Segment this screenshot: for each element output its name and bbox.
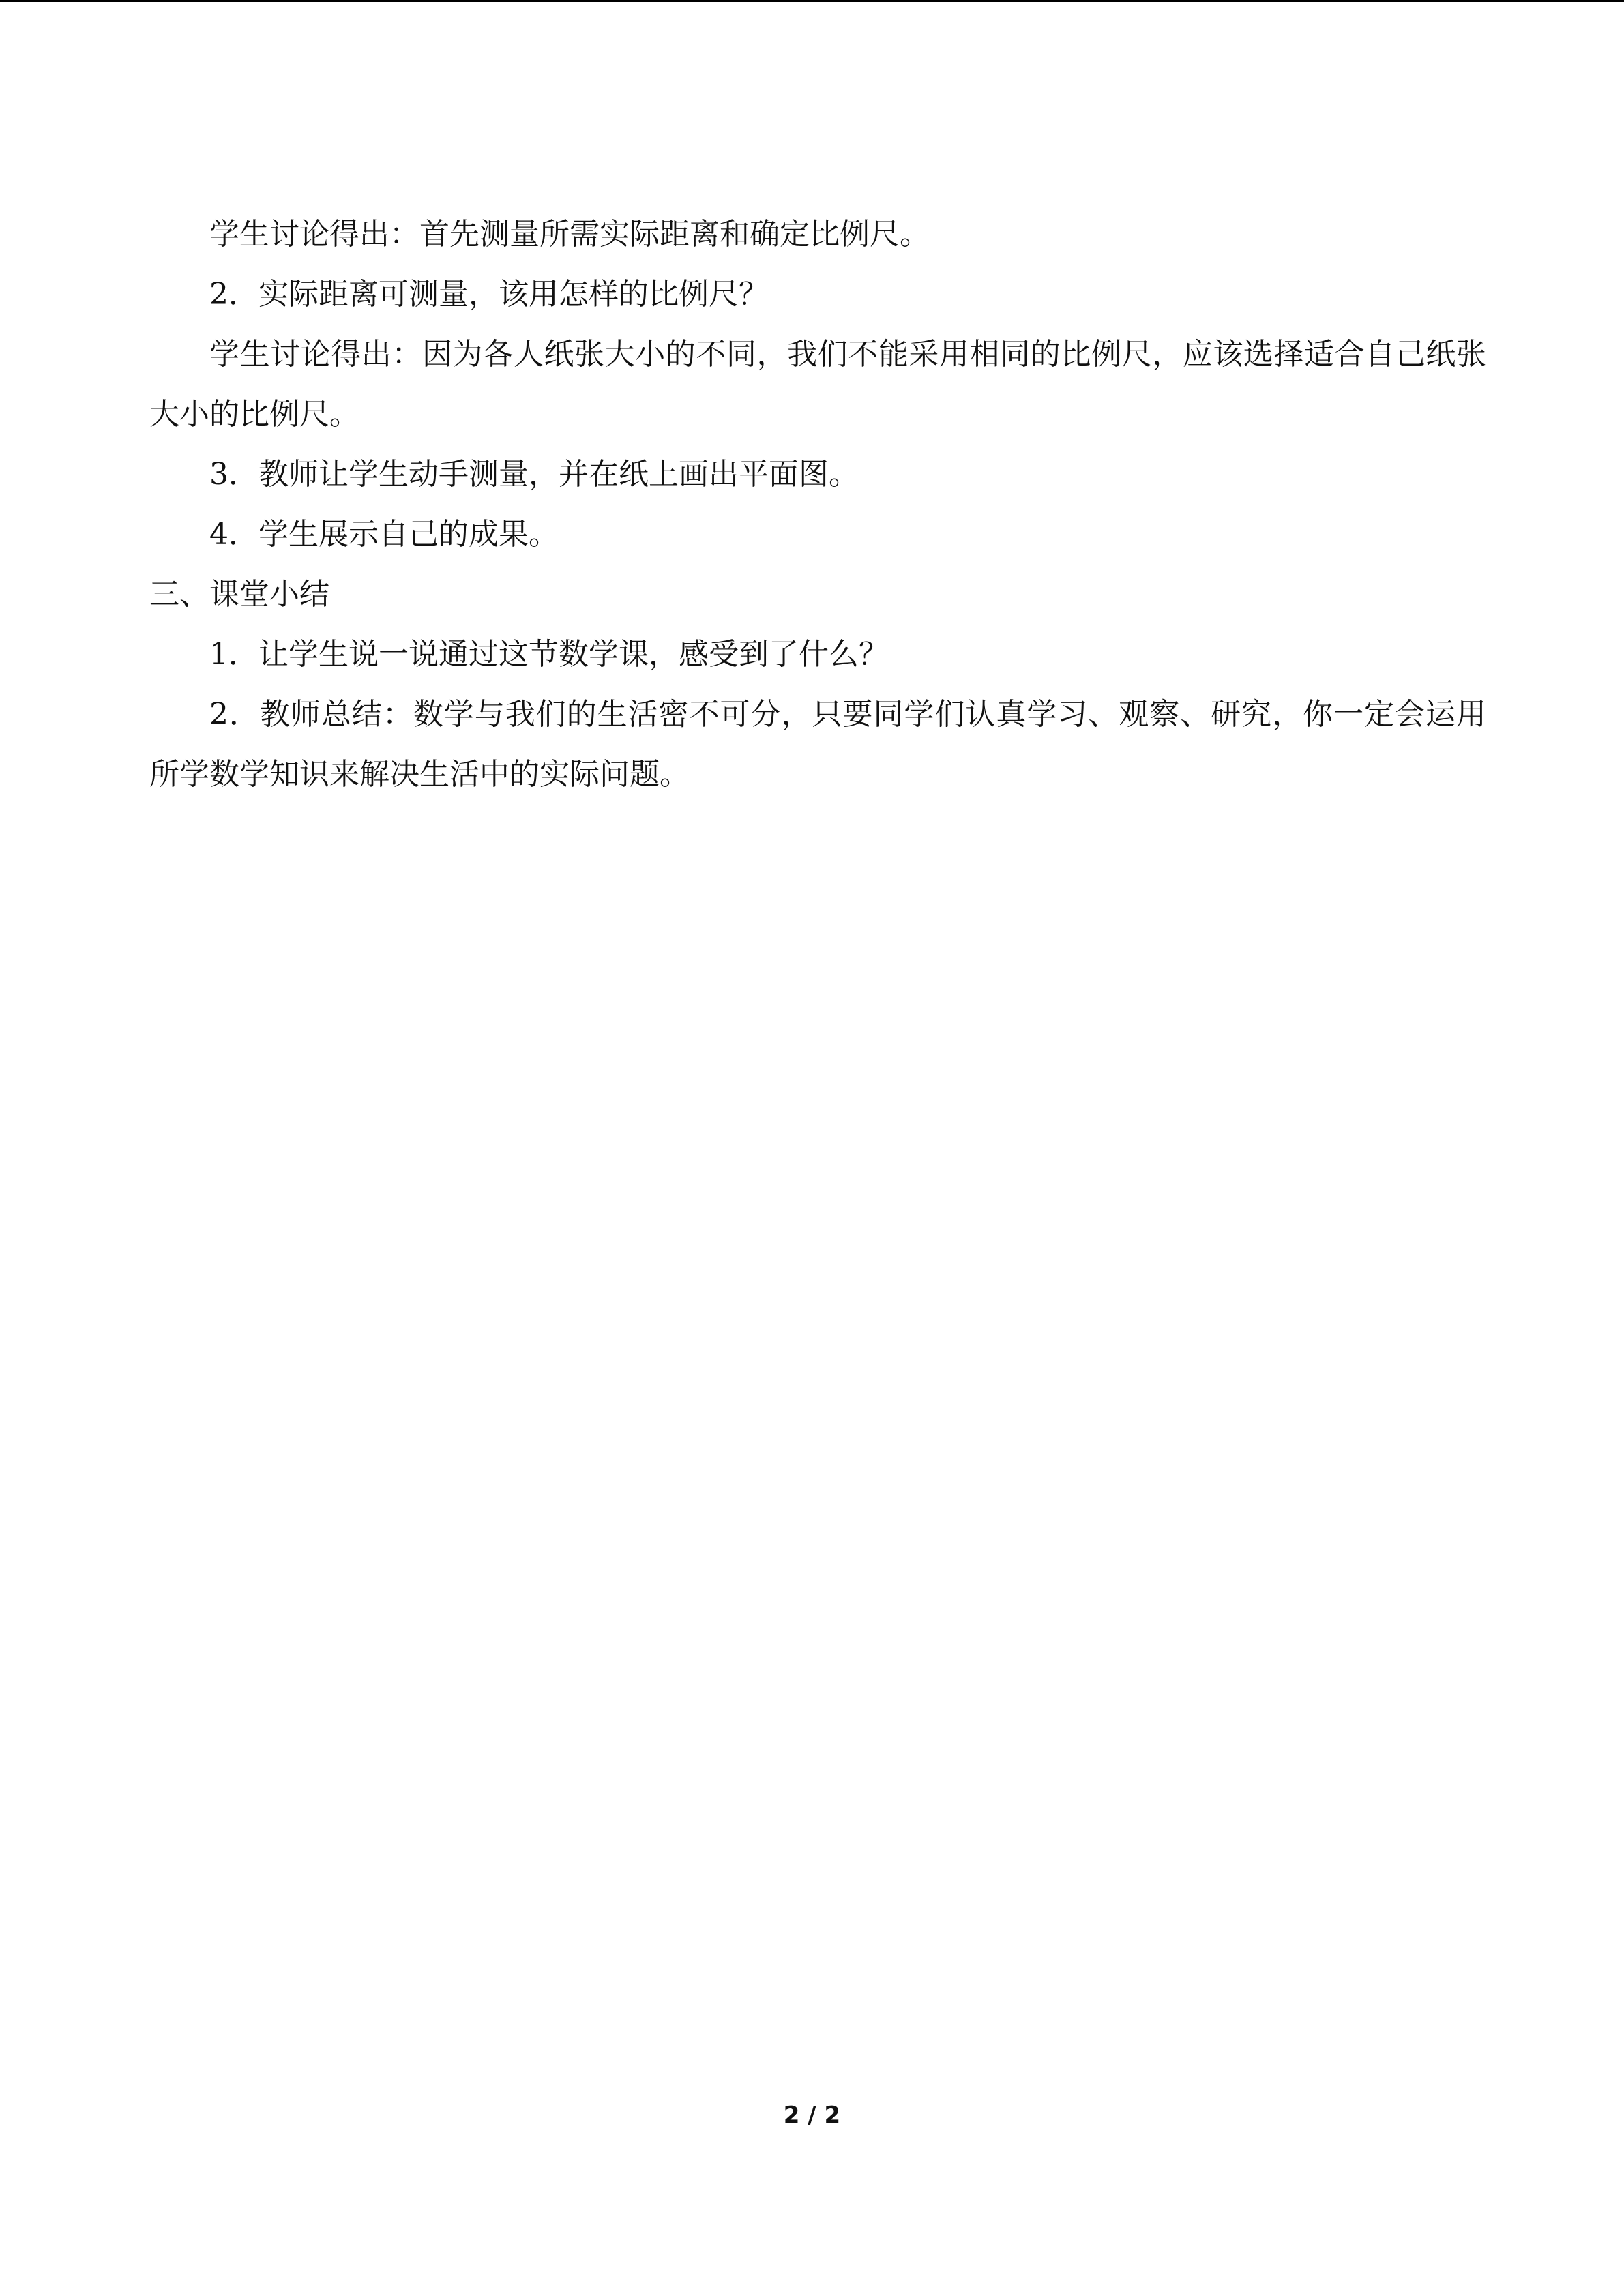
top-border-line: [0, 0, 1624, 2]
paragraph-item-2: 2．实际距离可测量，该用怎样的比例尺？: [209, 277, 769, 312]
section-heading-class-summary: 三、课堂小结: [149, 577, 329, 612]
paragraph-summary-item-1: 1．让学生说一说通过这节数学课，感受到了什么？: [209, 637, 889, 672]
page-number: 2 / 2: [783, 2102, 841, 2129]
document-body: [149, 205, 1486, 805]
paragraph-discussion-result-1: 学生讨论得出：首先测量所需实际距离和确定比例尺。: [209, 217, 930, 252]
paragraph-item-4: 4．学生展示自己的成果。: [209, 517, 559, 552]
paragraph-summary-item-2: 2．教师总结：数学与我们的生活密不可分，只要同学们认真学习、观察、研究，你一定会运用所学数学知识来解决生活中的实际问题。: [149, 697, 1486, 792]
paragraph-discussion-result-2: 学生讨论得出：因为各人纸张大小的不同，我们不能采用相同的比例尺，应该选择适合自己纸张大小的比例尺。: [149, 337, 1486, 432]
paragraph-item-3: 3．教师让学生动手测量，并在纸上画出平面图。: [209, 457, 859, 492]
